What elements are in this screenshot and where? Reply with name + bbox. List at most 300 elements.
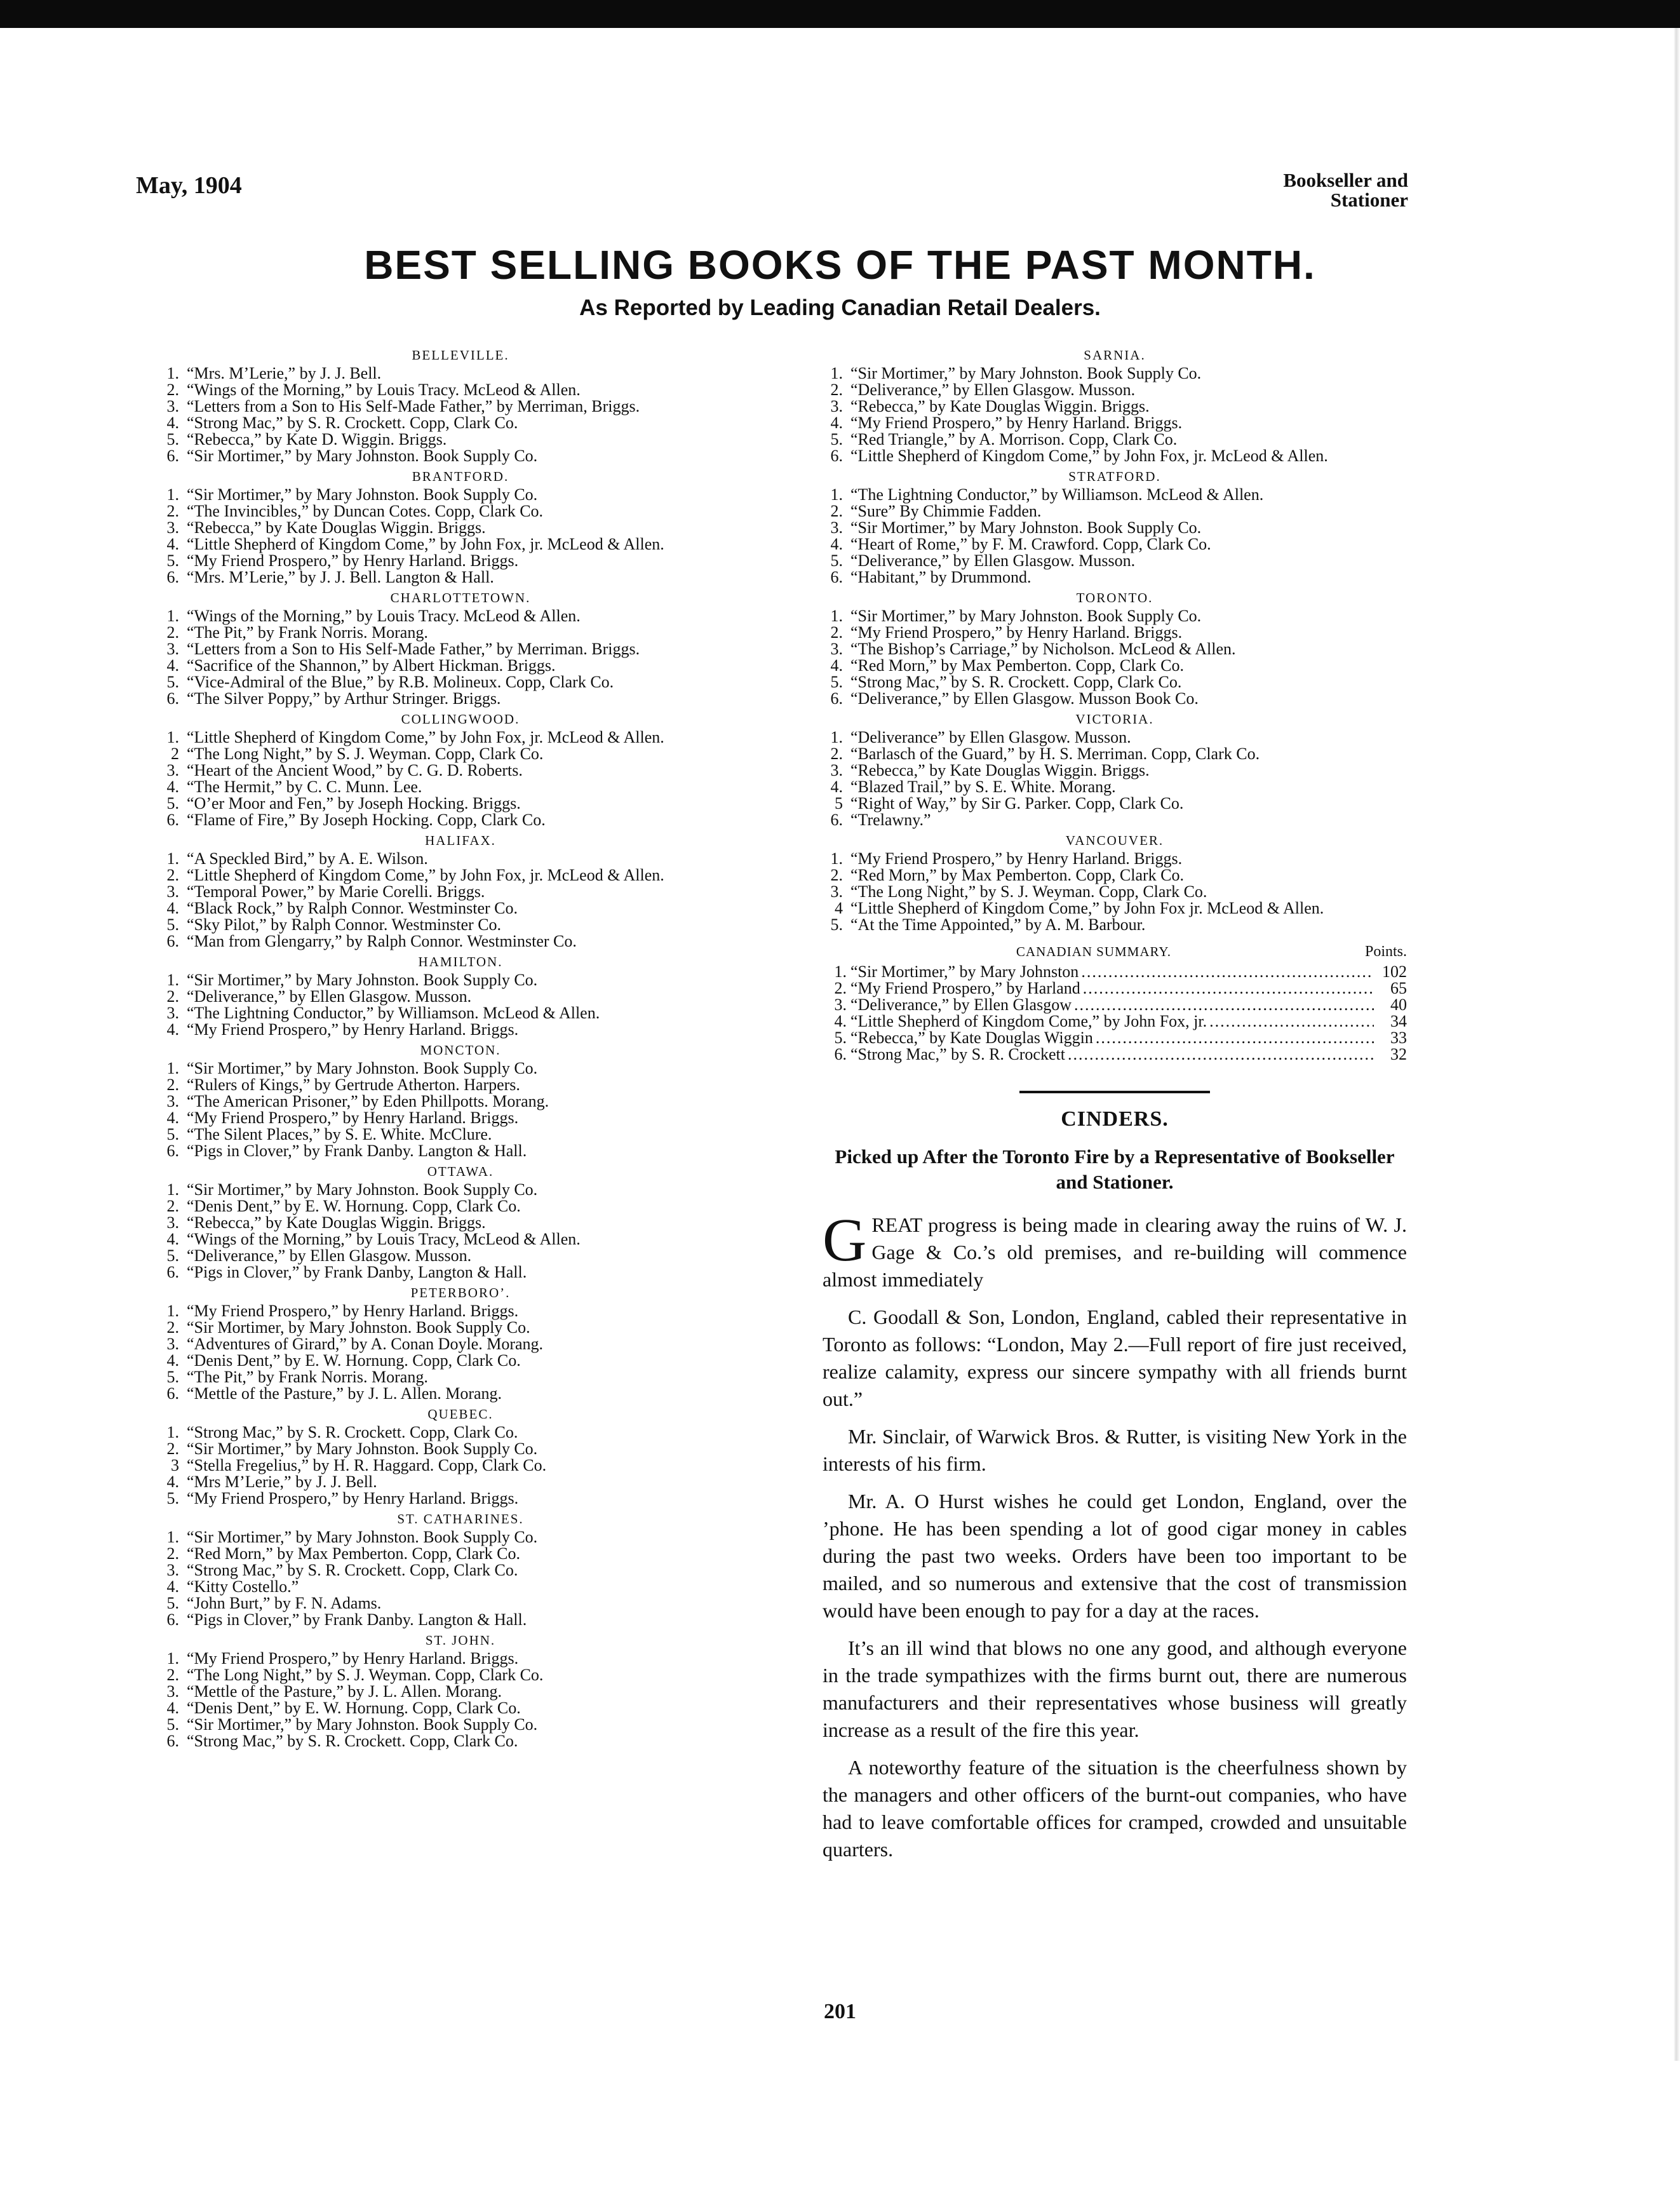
item-text: “Sir Mortimer,” by Mary Johnston. Book Supply Co.	[850, 607, 1202, 625]
bestseller-item	[159, 657, 762, 674]
bestseller-item	[823, 884, 1407, 900]
item-text: “Sir Mortimer,” by Mary Johnston. Book Supply Co.	[187, 485, 538, 504]
bestseller-item	[823, 762, 1407, 779]
item-number: 1.	[166, 1302, 179, 1320]
city-heading: TORONTO.	[1076, 590, 1153, 605]
bestseller-item	[159, 1733, 762, 1750]
summary-points: 102	[1382, 962, 1407, 981]
item-number: 1.	[830, 364, 843, 382]
item-number: 1.	[830, 849, 843, 868]
city-heading: PETERBORO’.	[410, 1285, 511, 1300]
cinders-subtitle: Picked up After the Toronto Fire by a Representative of Bookseller and Stationer.	[835, 1145, 1395, 1193]
item-number: 5.	[166, 1489, 179, 1507]
item-text: “Sir Mortimer,” by Mary Johnston. Book Supply Co.	[187, 447, 538, 465]
item-text: “Habitant,” by Drummond.	[850, 568, 1032, 586]
city-heading: QUEBEC.	[427, 1406, 494, 1422]
item-text: “Mrs. M’Lerie,” by J. J. Bell. Langton & Hall.	[187, 568, 494, 586]
item-text: “Mrs. M’Lerie,” by J. J. Bell.	[187, 364, 382, 382]
item-text: “Blazed Trail,” by S. E. White. Morang.	[850, 778, 1116, 796]
bestseller-item	[159, 972, 762, 988]
city-heading: HAMILTON.	[418, 954, 503, 969]
city-section	[159, 347, 762, 464]
bestseller-item	[159, 1667, 762, 1683]
item-text: “Black Rock,” by Ralph Connor. Westminster Co.	[187, 899, 518, 917]
summary-points: 33	[1390, 1028, 1407, 1047]
item-number: 5.	[166, 430, 179, 448]
item-text: “Little Shepherd of Kingdom Come,” by John Fox, jr. McLeod & Allen.	[850, 447, 1328, 465]
summary-row	[823, 1046, 1407, 1063]
item-number: 3.	[830, 518, 843, 537]
item-number: 4.	[830, 778, 843, 796]
bestseller-item	[159, 867, 762, 884]
bestseller-item	[159, 1182, 762, 1198]
city-section	[823, 832, 1407, 933]
bestseller-item	[159, 674, 762, 691]
item-number: 4.	[830, 414, 843, 432]
item-number: 2.	[166, 1076, 179, 1094]
item-number: 4.	[166, 1473, 179, 1491]
bestseller-item	[823, 415, 1407, 431]
bestseller-item	[159, 503, 762, 520]
item-text: “At the Time Appointed,” by A. M. Barbour.	[850, 915, 1146, 934]
summary-title: “Sir Mortimer,” by Mary Johnston	[850, 962, 1079, 981]
page-title: BEST SELLING BOOKS OF THE PAST MONTH.	[364, 242, 1316, 288]
item-text: “Sir Mortimer,” by Mary Johnston. Book Supply Co.	[187, 1528, 538, 1546]
bestseller-item	[159, 917, 762, 933]
city-section	[823, 590, 1407, 707]
bestseller-item	[823, 729, 1407, 746]
summary-rank: 5.	[834, 1028, 847, 1047]
item-text: “Rebecca,” by Kate Douglas Wiggin. Briggs.	[850, 761, 1150, 779]
item-text: “Denis Dent,” by E. W. Hornung. Copp, Clark Co.	[187, 1699, 521, 1717]
item-text: “The Hermit,” by C. C. Munn. Lee.	[187, 778, 422, 796]
city-section	[159, 1042, 762, 1159]
item-number: 4.	[166, 656, 179, 675]
item-number: 4.	[830, 535, 843, 553]
cinders-paragraph	[823, 1206, 1407, 1293]
item-number: 2.	[166, 1197, 179, 1215]
bestseller-item	[159, 1022, 762, 1038]
bestseller-item	[823, 795, 1407, 812]
bestseller-item	[159, 1579, 762, 1595]
item-text: “Sir Mortimer,” by Mary Johnston. Book Supply Co.	[187, 1715, 538, 1734]
item-text: “Red Morn,” by Max Pemberton. Copp, Clark Co.	[187, 1544, 520, 1563]
item-text: “A Speckled Bird,” by A. E. Wilson.	[187, 849, 428, 868]
cinders-paragraph-text: REAT progress is being made in clearing away the ruins of W. J. Gage & Co.’s old premises, and re-building will commence almost immediately	[823, 1213, 1407, 1291]
item-number: 3.	[830, 761, 843, 779]
item-number: 5.	[166, 551, 179, 570]
bestseller-item	[823, 674, 1407, 691]
item-number: 6.	[166, 811, 179, 829]
bestseller-item	[823, 779, 1407, 795]
points-label: Points.	[1364, 943, 1407, 960]
item-number: 1.	[830, 728, 843, 746]
item-text: “Sir Mortimer,” by Mary Johnston. Book Supply Co.	[850, 364, 1202, 382]
item-number: 3.	[166, 518, 179, 537]
bestseller-item	[159, 1110, 762, 1126]
item-text: “Sir Mortimer,” by Mary Johnston. Book Supply Co.	[187, 1059, 538, 1077]
item-text: “Sure” By Chimmie Fadden.	[850, 502, 1042, 520]
item-text: “Sir Mortimer, by Mary Johnston. Book Supply Co.	[187, 1318, 530, 1337]
item-number: 4.	[166, 1109, 179, 1127]
summary-rank: 6.	[834, 1045, 847, 1063]
city-section	[159, 711, 762, 828]
item-text: “Letters from a Son to His Self-Made Father,” by Merriman. Briggs.	[187, 640, 640, 658]
item-number: 1.	[166, 728, 179, 746]
item-number: 2.	[166, 381, 179, 399]
item-number: 3.	[166, 761, 179, 779]
item-number: 1.	[166, 1649, 179, 1668]
item-text: “Strong Mac,” by S. R. Crockett. Copp, Clark Co.	[850, 673, 1182, 691]
item-number: 5	[835, 794, 843, 813]
item-text: “Wings of the Morning,” by Louis Tracy. McLeod & Allen.	[187, 607, 581, 625]
city-heading: OTTAWA.	[427, 1164, 494, 1179]
item-number: 3.	[830, 882, 843, 901]
item-number: 5.	[166, 1594, 179, 1612]
item-number: 4.	[166, 1020, 179, 1039]
item-number: 3.	[166, 882, 179, 901]
item-text: “Deliverance,” by Ellen Glasgow. Musson.	[850, 551, 1136, 570]
bestseller-item	[159, 382, 762, 398]
dot-leader	[1096, 1030, 1374, 1046]
bestseller-item	[823, 624, 1407, 641]
bestseller-item	[159, 1264, 762, 1281]
issue-date: May, 1904	[136, 172, 242, 199]
summary-row	[823, 980, 1407, 997]
item-text: “The Long Night,” by S. J. Weyman. Copp, Clark Co.	[187, 1666, 544, 1684]
item-text: “Deliverance,” by Ellen Glasgow. Musson.	[187, 1246, 472, 1265]
item-text: “My Friend Prospero,” by Henry Harland. Briggs.	[187, 551, 519, 570]
bestseller-item	[159, 448, 762, 464]
item-number: 6.	[830, 568, 843, 586]
bestseller-item	[159, 1231, 762, 1248]
bestseller-item	[159, 691, 762, 707]
bestseller-item	[159, 779, 762, 795]
item-text: “Heart of the Ancient Wood,” by C. G. D. Roberts.	[187, 761, 523, 779]
bestseller-item	[159, 1490, 762, 1507]
item-text: “My Friend Prospero,” by Henry Harland. Briggs.	[850, 849, 1183, 868]
item-number: 4.	[166, 778, 179, 796]
item-number: 6.	[166, 1384, 179, 1403]
dot-leader	[1074, 997, 1374, 1013]
bestseller-item	[159, 536, 762, 553]
bestseller-item	[159, 812, 762, 828]
city-heading: STRATFORD.	[1068, 469, 1161, 484]
scan-top-border	[0, 0, 1680, 28]
item-text: “Sir Mortimer,” by Mary Johnston. Book Supply Co.	[187, 1440, 538, 1458]
right-column	[823, 343, 1407, 1873]
item-number: 2.	[166, 1318, 179, 1337]
bestseller-item	[823, 431, 1407, 448]
bestseller-item	[823, 569, 1407, 586]
item-number: 4.	[830, 656, 843, 675]
city-section	[159, 832, 762, 950]
item-number: 3.	[166, 1213, 179, 1232]
city-heading: MONCTON.	[420, 1042, 501, 1058]
city-section	[159, 1163, 762, 1281]
item-number: 5.	[166, 673, 179, 691]
bestseller-item	[159, 1546, 762, 1562]
bestseller-item	[159, 641, 762, 657]
dot-leader	[1068, 1046, 1374, 1063]
item-number: 2.	[166, 987, 179, 1006]
bestseller-item	[823, 365, 1407, 382]
bestseller-item	[159, 1093, 762, 1110]
item-text: “The Pit,” by Frank Norris. Morang.	[187, 623, 428, 642]
item-number: 1.	[166, 364, 179, 382]
item-text: “My Friend Prospero,” by Henry Harland. Briggs.	[187, 1302, 519, 1320]
item-text: “Pigs in Clover,” by Frank Danby, Langton & Hall.	[187, 1263, 527, 1281]
bestseller-item	[159, 1650, 762, 1667]
city-section	[823, 711, 1407, 828]
item-text: “Little Shepherd of Kingdom Come,” by John Fox, jr. McLeod & Allen.	[187, 535, 664, 553]
summary-title: “Strong Mac,” by S. R. Crockett	[850, 1045, 1065, 1063]
item-text: “Adventures of Girard,” by A. Conan Doyle. Morang.	[187, 1335, 544, 1353]
summary-title: “Little Shepherd of Kingdom Come,” by John Fox, jr.	[850, 1012, 1207, 1030]
bestseller-item	[159, 569, 762, 586]
item-number: 1.	[166, 485, 179, 504]
item-text: “Temporal Power,” by Marie Corelli. Briggs.	[187, 882, 485, 901]
bestseller-item	[159, 1352, 762, 1369]
bestseller-item	[823, 503, 1407, 520]
item-text: “Kitty Costello.”	[187, 1577, 299, 1596]
item-number: 1.	[166, 1059, 179, 1077]
item-text: “Red Morn,” by Max Pemberton. Copp, Clark Co.	[850, 656, 1184, 675]
item-number: 1.	[166, 1180, 179, 1199]
item-number: 4.	[166, 1351, 179, 1370]
bestseller-item	[159, 729, 762, 746]
bestseller-item	[159, 1198, 762, 1215]
item-text: “Pigs in Clover,” by Frank Danby. Langton & Hall.	[187, 1142, 527, 1160]
city-section	[159, 468, 762, 586]
item-number: 5.	[166, 794, 179, 813]
bestseller-item	[823, 448, 1407, 464]
bestseller-item	[159, 1612, 762, 1628]
city-heading: ST. CATHARINES.	[397, 1511, 524, 1527]
summary-row	[823, 964, 1407, 980]
bestseller-item	[159, 900, 762, 917]
bestseller-item	[159, 746, 762, 762]
bestseller-item	[159, 1595, 762, 1612]
item-text: “The Bishop’s Carriage,” by Nicholson. McLeod & Allen.	[850, 640, 1236, 658]
item-text: “The Invincibles,” by Duncan Cotes. Copp, Clark Co.	[187, 502, 544, 520]
bestseller-item	[823, 553, 1407, 569]
item-number: 6.	[166, 1142, 179, 1160]
bestseller-item	[823, 746, 1407, 762]
bestseller-item	[823, 641, 1407, 657]
item-text: “My Friend Prospero,” by Henry Harland. Briggs.	[187, 1109, 519, 1127]
item-number: 4.	[166, 1577, 179, 1596]
item-text: “Little Shepherd of Kingdom Come,” by John Fox, jr. McLeod & Allen.	[187, 728, 664, 746]
item-number: 2.	[830, 623, 843, 642]
item-number: 2.	[166, 1440, 179, 1458]
summary-row	[823, 1013, 1407, 1030]
item-number: 1.	[166, 1423, 179, 1441]
dot-leader	[1081, 964, 1374, 980]
cinders-paragraph: Mr. A. O Hurst wishes he could get London, England, over the ’phone. He has been spending a lot of good cigar money in cables during the past two weeks. Orders have been too important to be mailed, and so numerous and extensive that the cost of transmission would have been enough to pay for a day at the races.	[823, 1490, 1407, 1622]
item-number: 3.	[830, 397, 843, 415]
item-number: 5.	[166, 915, 179, 934]
bestseller-item	[823, 867, 1407, 884]
summary-rank: 1.	[834, 962, 847, 981]
left-column	[159, 343, 762, 1750]
item-number: 1.	[830, 485, 843, 504]
item-text: “My Friend Prospero,” by Henry Harland. Briggs.	[187, 1020, 519, 1039]
item-text: “The Pit,” by Frank Norris. Morang.	[187, 1368, 428, 1386]
item-text: “Denis Dent,” by E. W. Hornung. Copp, Clark Co.	[187, 1197, 521, 1215]
bestseller-item	[159, 1336, 762, 1352]
item-number: 6.	[166, 568, 179, 586]
item-text: “Rebecca,” by Kate Douglas Wiggin. Briggs.	[187, 518, 486, 537]
bestseller-item	[823, 851, 1407, 867]
item-text: “Red Morn,” by Max Pemberton. Copp, Clark Co.	[850, 866, 1184, 884]
item-number: 5.	[830, 915, 843, 934]
bestseller-item	[823, 608, 1407, 624]
item-text: “My Friend Prospero,” by Henry Harland. Briggs.	[850, 623, 1183, 642]
city-heading: BELLEVILLE.	[412, 347, 509, 363]
cinders-paragraph: A noteworthy feature of the situation is the cheerfulness shown by the managers and other officers of the burnt-out companies, who have had to leave comfortable offices for cramped, crowded and unsuitable quarters.	[823, 1756, 1407, 1861]
summary-heading-row	[823, 943, 1407, 960]
item-number: 5.	[830, 673, 843, 691]
bestseller-item	[159, 415, 762, 431]
item-text: “Man from Glengarry,” by Ralph Connor. Westminster Co.	[187, 932, 577, 950]
bestseller-item	[159, 933, 762, 950]
summary-table	[823, 964, 1407, 1063]
bestseller-item	[159, 1248, 762, 1264]
bestseller-item	[159, 1077, 762, 1093]
item-text: “My Friend Prospero,” by Henry Harland. Briggs.	[187, 1489, 519, 1507]
item-number: 4	[835, 899, 843, 917]
bestseller-item	[823, 812, 1407, 828]
city-heading: HALIFAX.	[425, 833, 496, 848]
item-number: 6.	[166, 1263, 179, 1281]
item-text: “Rebecca,” by Kate Douglas Wiggin. Briggs.	[850, 397, 1150, 415]
item-text: “Pigs in Clover,” by Frank Danby. Langton & Hall.	[187, 1610, 527, 1629]
summary-title: “My Friend Prospero,” by Harland	[850, 979, 1080, 997]
item-number: 2.	[166, 1544, 179, 1563]
bestseller-item	[823, 657, 1407, 674]
item-text: “Strong Mac,” by S. R. Crockett. Copp, Clark Co.	[187, 1561, 518, 1579]
publication-name-line1: Bookseller and	[1283, 169, 1408, 191]
bestseller-item	[159, 884, 762, 900]
item-number: 5.	[166, 1368, 179, 1386]
item-number: 3.	[166, 640, 179, 658]
bestseller-item	[159, 608, 762, 624]
bestseller-item	[159, 1369, 762, 1386]
item-text: “Sir Mortimer,” by Mary Johnston. Book Supply Co.	[850, 518, 1202, 537]
city-section	[823, 347, 1407, 464]
item-text: “The Lightning Conductor,” by Williamson. McLeod & Allen.	[850, 485, 1264, 504]
item-number: 3.	[166, 1682, 179, 1701]
right-city-lists	[823, 347, 1407, 933]
item-text: “The American Prisoner,” by Eden Phillpotts. Morang.	[187, 1092, 549, 1110]
item-number: 6.	[830, 689, 843, 708]
item-text: “Barlasch of the Guard,” by H. S. Merriman. Copp, Clark Co.	[850, 745, 1260, 763]
item-text: “My Friend Prospero,” by Henry Harland. Briggs.	[187, 1649, 519, 1668]
item-text: “The Silver Poppy,” by Arthur Stringer. Briggs.	[187, 689, 501, 708]
item-number: 6.	[830, 447, 843, 465]
summary-rank: 3.	[834, 995, 847, 1014]
bestseller-item	[159, 1683, 762, 1700]
item-number: 3.	[166, 1335, 179, 1353]
bestseller-item	[159, 1457, 762, 1474]
summary-title: “Rebecca,” by Kate Douglas Wiggin	[850, 1028, 1093, 1047]
item-text: “The Lightning Conductor,” by Williamson. McLeod & Allen.	[187, 1004, 600, 1022]
publication-name-line2: Stationer	[1330, 189, 1408, 211]
city-heading: VICTORIA.	[1075, 711, 1154, 727]
bestseller-item	[159, 851, 762, 867]
item-number: 5.	[830, 551, 843, 570]
item-text: “Rebecca,” by Kate D. Wiggin. Briggs.	[187, 430, 447, 448]
bestseller-item	[159, 1424, 762, 1441]
item-number: 1.	[166, 1528, 179, 1546]
item-text: “Flame of Fire,” By Joseph Hocking. Copp, Clark Co.	[187, 811, 546, 829]
city-section	[159, 1511, 762, 1628]
item-number: 1.	[830, 607, 843, 625]
city-section	[823, 468, 1407, 586]
item-number: 6.	[166, 447, 179, 465]
item-number: 5.	[166, 1246, 179, 1265]
item-number: 6.	[166, 1732, 179, 1750]
bestseller-item	[823, 917, 1407, 933]
bestseller-item	[159, 1215, 762, 1231]
summary-points: 34	[1390, 1012, 1407, 1030]
bestseller-item	[823, 900, 1407, 917]
item-number: 3.	[166, 1092, 179, 1110]
city-heading: ST. JOHN.	[425, 1633, 496, 1648]
item-text: “Deliverance,” by Ellen Glasgow. Musson.	[850, 381, 1136, 399]
item-number: 4.	[166, 1699, 179, 1717]
scan-right-edge	[1674, 28, 1680, 2061]
summary-heading: CANADIAN SUMMARY.	[1016, 944, 1172, 959]
item-text: “Sacrifice of the Shannon,” by Albert Hickman. Briggs.	[187, 656, 556, 675]
item-text: “Right of Way,” by Sir G. Parker. Copp, Clark Co.	[850, 794, 1184, 813]
item-text: “Deliverance” by Ellen Glasgow. Musson.	[850, 728, 1131, 746]
item-number: 6.	[166, 689, 179, 708]
item-number: 1.	[166, 607, 179, 625]
item-text: “Sir Mortimer,” by Mary Johnston. Book Supply Co.	[187, 971, 538, 989]
item-text: “Deliverance,” by Ellen Glasgow. Musson.	[187, 987, 472, 1006]
item-number: 3.	[166, 1561, 179, 1579]
bestseller-item	[159, 1441, 762, 1457]
item-text: “Stella Fregelius,” by H. R. Haggard. Copp, Clark Co.	[187, 1456, 547, 1474]
item-number: 5.	[166, 1715, 179, 1734]
city-section	[159, 1285, 762, 1402]
bestseller-item	[159, 553, 762, 569]
bestseller-item	[823, 520, 1407, 536]
bestseller-item	[159, 431, 762, 448]
summary-row	[823, 1030, 1407, 1046]
item-text: “My Friend Prospero,” by Henry Harland. Briggs.	[850, 414, 1183, 432]
bestseller-item	[159, 1386, 762, 1402]
item-number: 3.	[166, 1004, 179, 1022]
item-text: “Wings of the Morning,” by Louis Tracy. McLeod & Allen.	[187, 381, 581, 399]
item-number: 4.	[166, 414, 179, 432]
item-number: 5.	[830, 430, 843, 448]
bestseller-item	[159, 1303, 762, 1319]
city-heading: SARNIA.	[1084, 347, 1146, 363]
bestseller-item	[823, 691, 1407, 707]
summary-points: 40	[1390, 995, 1407, 1014]
city-heading: CHARLOTTETOWN.	[390, 590, 531, 605]
cinders-title: CINDERS.	[1061, 1107, 1169, 1131]
item-number: 2.	[166, 1666, 179, 1684]
item-number: 2	[171, 745, 179, 763]
item-number: 3.	[166, 397, 179, 415]
bestseller-item	[159, 487, 762, 503]
summary-points: 65	[1390, 979, 1407, 997]
drop-cap: G	[823, 1206, 867, 1274]
